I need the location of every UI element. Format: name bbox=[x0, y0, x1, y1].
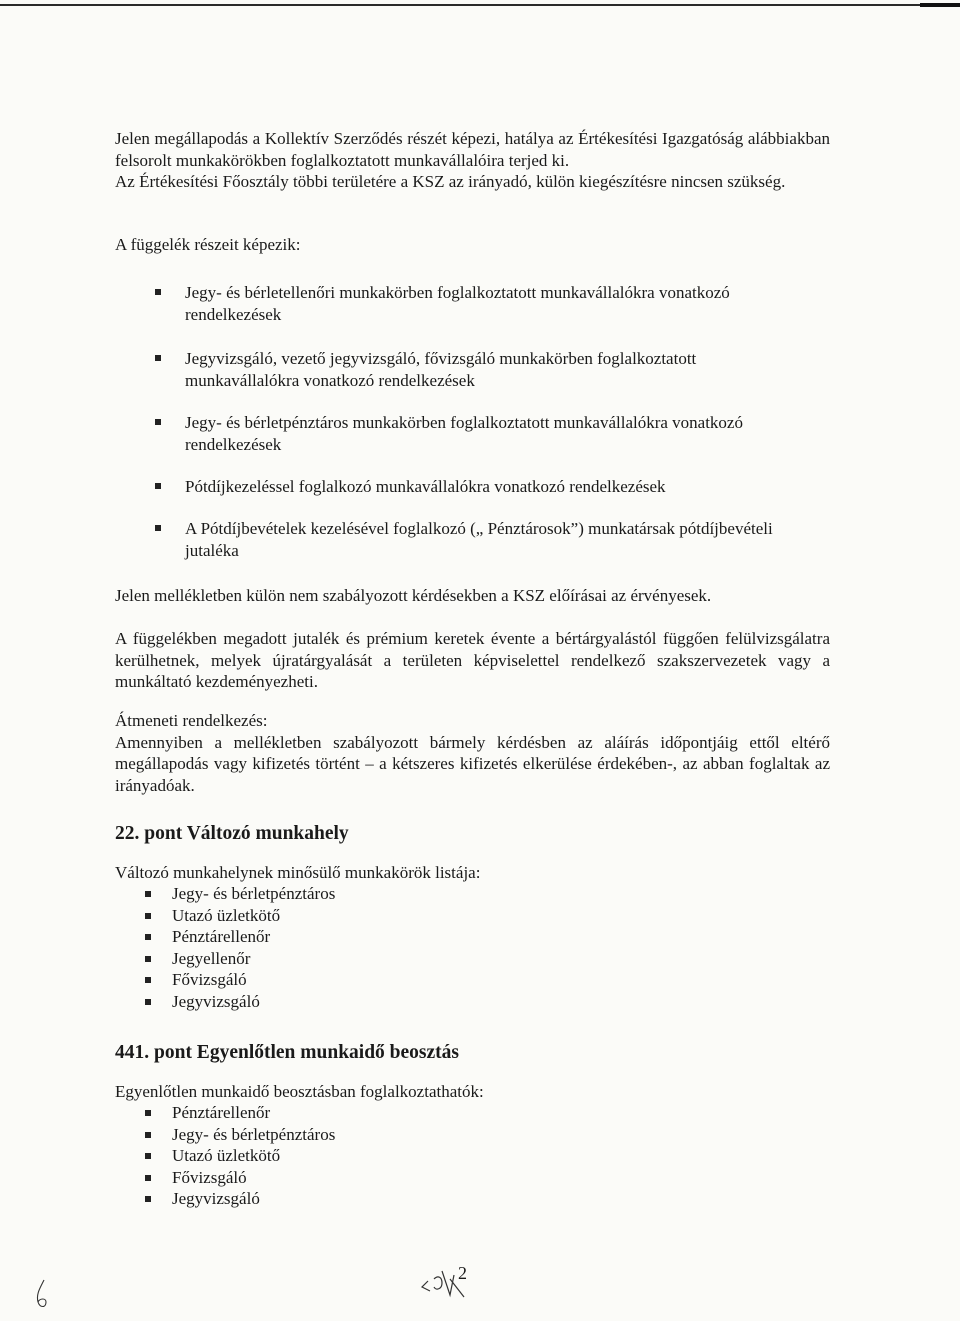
intro-line-2: Az Értékesítési Főosztály többi területére a KSZ az irányadó, külön kiegészítésre nincsen szükség. bbox=[115, 172, 786, 191]
section-441-list bbox=[145, 1102, 335, 1210]
transition-title: Átmeneti rendelkezés: bbox=[115, 711, 268, 730]
bullet-icon bbox=[145, 1132, 151, 1138]
bullet-icon bbox=[145, 934, 151, 940]
bullet-icon bbox=[155, 289, 161, 295]
bullet-icon bbox=[155, 525, 161, 531]
bullet-icon bbox=[145, 913, 151, 919]
section-441-lead: Egyenlőtlen munkaidő beosztásban foglalkoztathatók: bbox=[115, 1082, 484, 1101]
appendix-item-5: A Pótdíjbevételek kezelésével foglalkozó („ Pénztárosok”) munkatársak pótdíjbevételi jutaléka bbox=[155, 518, 805, 561]
appendix-item-4: Pótdíjkezeléssel foglalkozó munkavállalókra vonatkozó rendelkezések bbox=[155, 476, 805, 498]
list-item: Fővizsgáló bbox=[145, 1167, 335, 1189]
section-22-list bbox=[145, 883, 335, 1013]
bullet-icon bbox=[145, 891, 151, 897]
list-item: Pénztárellenőr bbox=[145, 926, 335, 948]
transition-section bbox=[115, 710, 830, 796]
appendix-item-3: Jegy- és bérletpénztáros munkakörben foglalkoztatott munkavállalókra vonatkozó rendelkezések bbox=[155, 412, 805, 455]
bullet-icon bbox=[145, 1175, 151, 1181]
handwritten-margin-mark-icon bbox=[30, 1278, 54, 1312]
scan-top-edge-dark bbox=[920, 3, 960, 7]
appendix-item-1: Jegy- és bérletellenőri munkakörben foglalkoztatott munkavállalókra vonatkozó rendelkezések bbox=[155, 282, 805, 325]
bullet-icon bbox=[155, 483, 161, 489]
section-22-lead: Változó munkahelynek minősülő munkakörök listája: bbox=[115, 863, 481, 882]
bullet-icon bbox=[155, 419, 161, 425]
appendix-item-2: Jegyvizsgáló, vezető jegyvizsgáló, fővizsgáló munkakörben foglalkoztatott munkavállalókra vonatkozó rendelkezések bbox=[155, 348, 805, 391]
list-item: Jegyvizsgáló bbox=[145, 991, 335, 1013]
list-item: Utazó üzletkötő bbox=[145, 905, 335, 927]
section-441-heading: 441. pont Egyenlőtlen munkaidő beosztás bbox=[115, 1042, 460, 1063]
bullet-icon bbox=[145, 956, 151, 962]
intro-line-1: Jelen megállapodás a Kollektív Szerződés részét képezi, hatálya az Értékesítési Igazgatóság alábbiakban felsorolt munkakörökben foglalkoztatott munkavállalóira terjed ki. bbox=[115, 129, 830, 170]
page-number-with-initials bbox=[420, 1265, 500, 1305]
intro-paragraph bbox=[115, 128, 830, 193]
bonus-paragraph: A függelékben megadott jutalék és prémium keretek évente a bértárgyalástól függően felülvizsgálatra kerülhetnek, melyek újratárgyalását a területen képviselettel rendelkező szakszervezetek vagy a munkáltató kezdeményezheti. bbox=[115, 629, 830, 691]
list-item: Pénztárellenőr bbox=[145, 1102, 335, 1124]
bullet-icon bbox=[145, 1153, 151, 1159]
scan-top-edge bbox=[0, 4, 960, 6]
bullet-icon bbox=[145, 1110, 151, 1116]
transition-body: Amennyiben a mellékletben szabályozott bármely kérdésben az aláírás időpontjáig ettől eltérő megállapodás vagy kifizetés történt – a kétszeres kifizetés elkerülése érdekében-, az abban foglaltak az irányadóak. bbox=[115, 732, 830, 795]
bullet-icon bbox=[145, 999, 151, 1005]
ksz-paragraph: Jelen mellékletben külön nem szabályozott kérdésekben a KSZ előírásai az érvényesek. bbox=[115, 586, 712, 605]
bullet-icon bbox=[145, 1196, 151, 1202]
section-22-heading: 22. pont Változó munkahely bbox=[115, 823, 349, 844]
appendix-lead: A függelék részeit képezik: bbox=[115, 235, 301, 254]
bullet-icon bbox=[145, 977, 151, 983]
list-item: Utazó üzletkötő bbox=[145, 1145, 335, 1167]
list-item: Jegyellenőr bbox=[145, 948, 335, 970]
page-number: 2 bbox=[458, 1263, 467, 1283]
list-item: Jegy- és bérletpénztáros bbox=[145, 1124, 335, 1146]
bullet-icon bbox=[155, 355, 161, 361]
list-item: Jegy- és bérletpénztáros bbox=[145, 883, 335, 905]
list-item: Fővizsgáló bbox=[145, 969, 335, 991]
list-item: Jegyvizsgáló bbox=[145, 1188, 335, 1210]
